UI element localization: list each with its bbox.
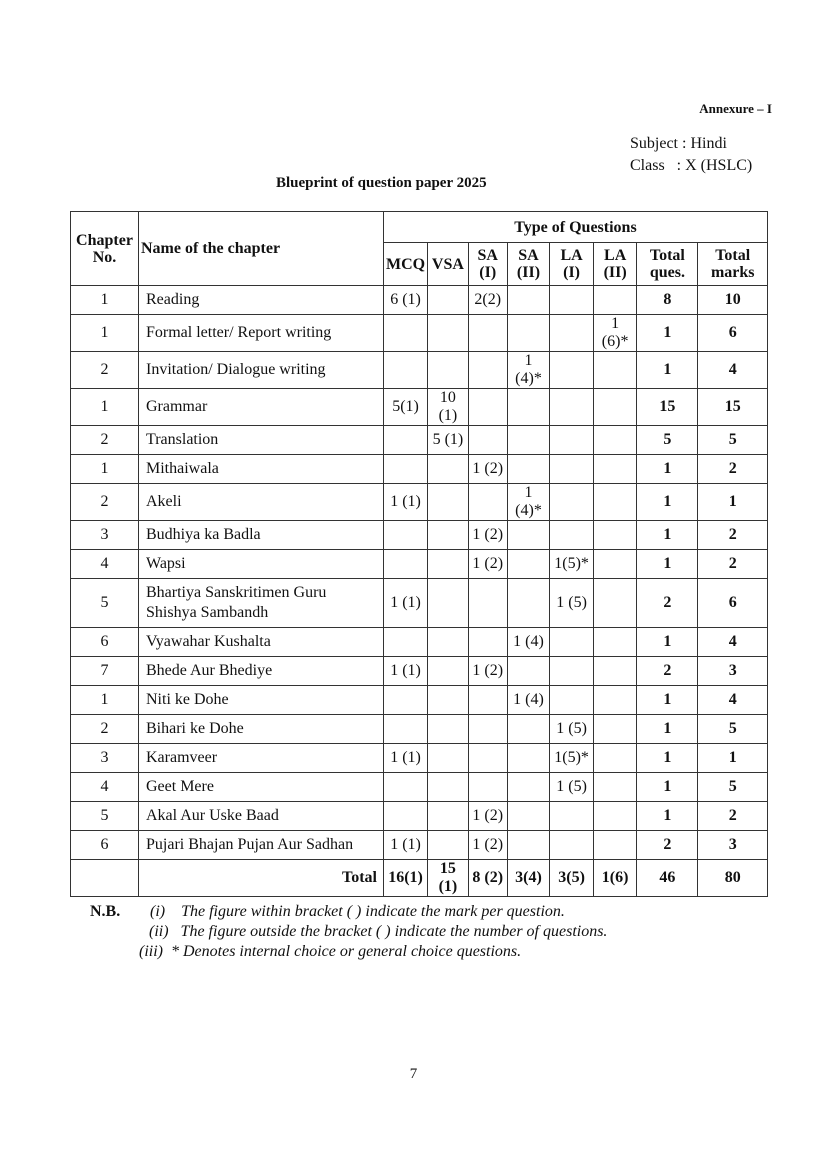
sa-2-cell [507,426,549,455]
sa-2-cell [507,521,549,550]
chapter-no-cell: 4 [71,773,139,802]
mcq-cell [384,628,428,657]
sa-2-cell [507,315,549,352]
total-marks-cell: 5 [698,715,768,744]
chapter-name-cell: Mithaiwala [139,455,384,484]
vsa-cell [428,455,469,484]
note-2-text: The figure outside the bracket ( ) indicate the number of questions. [180,923,608,940]
table-row [71,744,768,773]
total-mcq: 16(1) [384,860,428,897]
chapter-name-cell: Budhiya ka Badla [139,521,384,550]
sa-2-cell [507,579,549,628]
subject-block [630,133,752,177]
total-ques-cell: 1 [637,628,698,657]
note-3-num: (iii) [139,943,163,960]
header-la-1: LA (I) [550,243,594,286]
chapter-no-cell: 4 [71,550,139,579]
la-2-cell [593,521,636,550]
total-marks-cell: 10 [698,286,768,315]
sa-1-cell [468,744,507,773]
total-ques-cell: 1 [637,686,698,715]
mcq-cell [384,521,428,550]
total-marks: 80 [698,860,768,897]
sa-2-cell: 1 (4)* [507,352,549,389]
la-1-cell: 1 (5) [550,773,594,802]
sa-2-cell [507,286,549,315]
chapter-no-cell: 6 [71,628,139,657]
total-marks-cell: 2 [698,550,768,579]
chapter-no-cell: 7 [71,657,139,686]
total-marks-cell: 5 [698,426,768,455]
chapter-no-cell: 1 [71,286,139,315]
header-sa-2: SA (II) [507,243,549,286]
vsa-cell [428,579,469,628]
vsa-cell [428,352,469,389]
chapter-name-cell: Bhartiya Sanskritimen Guru Shishya Sambandh [139,579,384,628]
la-1-cell [550,628,594,657]
sa-1-cell [468,579,507,628]
la-2-cell [593,286,636,315]
table-row [71,831,768,860]
la-2-cell [593,657,636,686]
header-vsa: VSA [428,243,469,286]
sa-2-cell [507,715,549,744]
la-1-cell: 1(5)* [550,550,594,579]
sa-2-cell [507,773,549,802]
sa-2-cell [507,550,549,579]
sa-1-cell [468,628,507,657]
la-1-cell [550,657,594,686]
notes-block [90,902,607,962]
chapter-name-cell: Grammar [139,389,384,426]
la-2-cell [593,831,636,860]
total-ques-cell: 15 [637,389,698,426]
la-2-cell [593,715,636,744]
mcq-cell: 1 (1) [384,484,428,521]
total-marks-cell: 3 [698,831,768,860]
page-number: 7 [409,1066,418,1082]
sa-1-cell [468,484,507,521]
note-2 [90,922,607,942]
table-row [71,773,768,802]
la-1-cell [550,521,594,550]
mcq-cell [384,715,428,744]
chapter-no-cell: 5 [71,579,139,628]
total-sa-2: 3(4) [507,860,549,897]
vsa-cell [428,657,469,686]
sa-2-cell: 1 (4) [507,686,549,715]
mcq-cell: 5(1) [384,389,428,426]
vsa-cell [428,315,469,352]
table-row [71,426,768,455]
chapter-name-cell: Vyawahar Kushalta [139,628,384,657]
mcq-cell: 1 (1) [384,657,428,686]
total-ques-cell: 1 [637,315,698,352]
la-2-cell [593,802,636,831]
total-marks-cell: 2 [698,802,768,831]
sa-2-cell [507,831,549,860]
mcq-cell [384,352,428,389]
class-line: Class : X (HSLC) [630,157,753,174]
nb-label: N.B. [90,903,121,920]
sa-2-cell: 1 (4) [507,628,549,657]
vsa-cell: 5 (1) [428,426,469,455]
la-2-cell [593,686,636,715]
sa-1-cell [468,773,507,802]
chapter-name-cell: Invitation/ Dialogue writing [139,352,384,389]
note-3-text: * Denotes internal choice or general choice questions. [171,943,522,960]
la-1-cell: 1(5)* [550,744,594,773]
la-1-cell [550,802,594,831]
subject-line: Subject : Hindi [630,135,727,152]
total-marks-cell: 3 [698,657,768,686]
header-type-of-questions: Type of Questions [384,212,768,243]
chapter-name-cell: Geet Mere [139,773,384,802]
chapter-no-cell: 2 [71,484,139,521]
page-title: Blueprint of question paper 2025 [276,175,487,191]
sa-1-cell [468,389,507,426]
header-chapter-name: Name of the chapter [139,212,384,286]
sa-2-cell [507,657,549,686]
vsa-cell [428,831,469,860]
sa-1-cell: 1 (2) [468,521,507,550]
la-2-cell [593,484,636,521]
la-1-cell: 1 (5) [550,715,594,744]
table-row [71,550,768,579]
total-marks-cell: 1 [698,744,768,773]
sa-1-cell: 1 (2) [468,455,507,484]
sa-1-cell [468,715,507,744]
total-ques: 46 [637,860,698,897]
total-ques-cell: 1 [637,715,698,744]
la-1-cell [550,389,594,426]
chapter-no-cell: 1 [71,455,139,484]
sa-1-cell: 1 (2) [468,657,507,686]
table-row [71,715,768,744]
chapter-name-cell: Pujari Bhajan Pujan Aur Sadhan [139,831,384,860]
mcq-cell: 1 (1) [384,831,428,860]
total-sa-1: 8 (2) [468,860,507,897]
total-ques-cell: 2 [637,657,698,686]
table-row [71,286,768,315]
total-marks-cell: 4 [698,628,768,657]
header-total-marks: Total marks [698,243,768,286]
la-2-cell [593,744,636,773]
total-ques-cell: 2 [637,831,698,860]
sa-1-cell: 1 (2) [468,802,507,831]
total-ques-cell: 1 [637,802,698,831]
mcq-cell: 1 (1) [384,744,428,773]
total-ques-cell: 1 [637,744,698,773]
sa-1-cell [468,426,507,455]
total-ques-cell: 2 [637,579,698,628]
header-chapter-no: Chapter No. [71,212,139,286]
total-ques-cell: 5 [637,426,698,455]
sa-1-cell [468,315,507,352]
chapter-name-cell: Niti ke Dohe [139,686,384,715]
total-ques-cell: 8 [637,286,698,315]
sa-2-cell [507,802,549,831]
total-label: Total [139,860,384,897]
la-1-cell [550,352,594,389]
mcq-cell [384,686,428,715]
total-vsa: 15 (1) [428,860,469,897]
chapter-name-cell: Wapsi [139,550,384,579]
total-ques-cell: 1 [637,484,698,521]
la-1-cell [550,455,594,484]
total-marks-cell: 5 [698,773,768,802]
vsa-cell [428,802,469,831]
la-2-cell [593,389,636,426]
la-1-cell [550,686,594,715]
chapter-no-cell: 1 [71,315,139,352]
chapter-no-cell: 1 [71,686,139,715]
chapter-no-cell: 2 [71,426,139,455]
mcq-cell [384,426,428,455]
note-3 [90,942,607,962]
total-ques-cell: 1 [637,550,698,579]
total-ques-cell: 1 [637,521,698,550]
total-marks-cell: 4 [698,686,768,715]
vsa-cell: 10 (1) [428,389,469,426]
sa-2-cell [507,455,549,484]
vsa-cell [428,521,469,550]
sa-1-cell [468,352,507,389]
note-2-num: (ii) [149,923,169,940]
la-2-cell [593,426,636,455]
chapter-name-cell: Akeli [139,484,384,521]
total-marks-cell: 6 [698,315,768,352]
vsa-cell [428,686,469,715]
chapter-no-cell: 2 [71,352,139,389]
total-row [71,860,768,897]
chapter-name-cell: Bhede Aur Bhediye [139,657,384,686]
sa-1-cell: 1 (2) [468,831,507,860]
total-marks-cell: 1 [698,484,768,521]
chapter-no-cell: 5 [71,802,139,831]
chapter-no-cell: 1 [71,389,139,426]
mcq-cell [384,773,428,802]
chapter-no-cell: 6 [71,831,139,860]
chapter-no-cell: 3 [71,744,139,773]
chapter-no-cell: 2 [71,715,139,744]
la-1-cell [550,286,594,315]
note-1-text: The figure within bracket ( ) indicate the mark per question. [181,903,565,920]
mcq-cell [384,802,428,831]
table-row [71,521,768,550]
chapter-name-cell: Karamveer [139,744,384,773]
header-sa-1: SA (I) [468,243,507,286]
la-2-cell [593,455,636,484]
total-ques-cell: 1 [637,352,698,389]
chapter-name-cell: Formal letter/ Report writing [139,315,384,352]
la-2-cell [593,352,636,389]
table-row [71,352,768,389]
la-1-cell [550,426,594,455]
mcq-cell [384,315,428,352]
vsa-cell [428,715,469,744]
total-ques-cell: 1 [637,773,698,802]
table-row [71,455,768,484]
table-row [71,802,768,831]
total-marks-cell: 4 [698,352,768,389]
la-1-cell: 1 (5) [550,579,594,628]
vsa-cell [428,744,469,773]
sa-2-cell [507,389,549,426]
total-marks-cell: 6 [698,579,768,628]
la-2-cell [593,628,636,657]
mcq-cell [384,455,428,484]
total-marks-cell: 2 [698,521,768,550]
note-1-num: (i) [150,903,166,920]
mcq-cell: 1 (1) [384,579,428,628]
total-ques-cell: 1 [637,455,698,484]
vsa-cell [428,286,469,315]
chapter-no-cell: 3 [71,521,139,550]
blueprint-table [70,211,768,897]
chapter-name-cell: Bihari ke Dohe [139,715,384,744]
table-row [71,686,768,715]
table-row [71,484,768,521]
table-row [71,315,768,352]
la-2-cell [593,773,636,802]
note-1 [90,902,607,922]
vsa-cell [428,484,469,521]
la-2-cell [593,550,636,579]
total-la-1: 3(5) [550,860,594,897]
total-la-2: 1(6) [593,860,636,897]
total-blank [71,860,139,897]
sa-1-cell [468,686,507,715]
annexure-label: Annexure – I [699,101,772,116]
la-1-cell [550,831,594,860]
la-2-cell: 1 (6)* [593,315,636,352]
table-row [71,579,768,628]
chapter-name-cell: Reading [139,286,384,315]
table-row [71,628,768,657]
sa-2-cell [507,744,549,773]
la-1-cell [550,484,594,521]
header-total-ques: Total ques. [637,243,698,286]
la-1-cell [550,315,594,352]
total-marks-cell: 15 [698,389,768,426]
vsa-cell [428,550,469,579]
header-mcq: MCQ [384,243,428,286]
table-row [71,657,768,686]
sa-2-cell: 1 (4)* [507,484,549,521]
sa-1-cell: 1 (2) [468,550,507,579]
chapter-name-cell: Akal Aur Uske Baad [139,802,384,831]
total-marks-cell: 2 [698,455,768,484]
mcq-cell: 6 (1) [384,286,428,315]
sa-1-cell: 2(2) [468,286,507,315]
vsa-cell [428,628,469,657]
table-row [71,389,768,426]
chapter-name-cell: Translation [139,426,384,455]
header-la-2: LA (II) [593,243,636,286]
mcq-cell [384,550,428,579]
vsa-cell [428,773,469,802]
la-2-cell [593,579,636,628]
